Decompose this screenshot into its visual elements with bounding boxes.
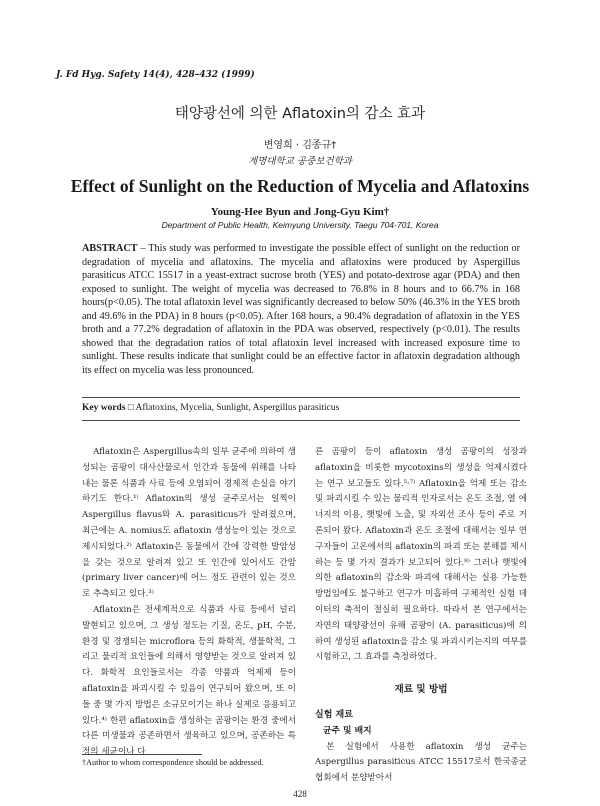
body-paragraph: 른 곰팡이 등이 aflatoxin 생성 곰팡이의 성장과 aflatoxin을 비롯한 mycotoxins의 생성을 억제시켰다는 연구 보고들도 있다.⁵·⁷⁾ Aflatoxin을 억제 또는 감소 및 파괴시킬 수 있는 물리적 인자로서는 온도 조절, 열 에너지의 이용, 햇빛에 노출, 및 자외선 조사 등이 주로 거론되어 왔다. Aflatoxin과 온도 조절에 대해서는 일부 연구자들이 고온에서의 aflatoxin의 파괴 또는 분해를 제시하는 등 몇 가지 결과가 보고되어 있다.⁸⁾ 그러나 햇빛에 의한 aflatoxin의 감소와 파괴에 대해서는 실용 가능한 방법임에도 불구하고 연구가 미흡하여 구체적인 실험 데이터의 축적이 절실히 필요하다. 따라서 본 연구에서는 자연의 태양광선이 유해 곰팡이 (A. parasiticus)에 의하여 생성된 aflatoxin을 감소 및 파괴시키는지의 여부를 시험하고, 그 효과를 측정하였다. (315, 447, 527, 663)
body-paragraph: Aflatoxin은 Aspergillus속의 일부 균주에 의하여 생성되는 곰팡이 대사산물로서 인간과 동물에 위해를 나타내는 물론 식품과 사료 등에 오염되어 경제적 손실을 야기하기도 한다.¹⁾ Aflatoxin의 생성 균주로서는 일찍이 Aspergillus flavus와 A. parasiticus가 알려졌으며, 최근에는 A. nomius도 aflatoxin 생성능이 있는 것으로 제시되었다.²⁾ Aflatoxin은 동물에서 간에 강력한 발암성을 갖는 것으로 알려져 있고 또 인간에 있어서도 간암 (primary liver cancer)에 어느 정도 관련이 있는 것으로 추측되고 있다.³⁾ (82, 447, 296, 600)
keywords-label: Key words (82, 403, 126, 413)
body-paragraph: 본 실험에서 사용한 aflatoxin 생성 균주는 Aspergillus parasiticus ATCC 15517로서 한국종균협회에서 분양받아서 (315, 741, 527, 784)
keywords (82, 403, 520, 413)
keywords-text: □ Aflatoxins, Mycelia, Sunlight, Aspergillus parasiticus (127, 403, 340, 413)
english-title: Effect of Sunlight on the Reduction of Mycelia and Aflatoxins (70, 176, 530, 196)
section-heading-methods: 재료 및 방법 (394, 684, 448, 696)
abstract (82, 242, 520, 377)
english-affiliation: Department of Public Health, Keimyung University, Taegu 704-701, Korea (161, 220, 439, 230)
subsubsection-heading-strain: 균주 및 배지 (323, 725, 372, 736)
body-right-column (315, 445, 527, 787)
keywords-bottom-rule (82, 420, 520, 421)
journal-citation: J. Fd Hyg. Safety 14(4), 428–432 (1999) (56, 70, 255, 80)
korean-authors: 변영희 · 김종규† (263, 140, 337, 151)
page-number: 428 (293, 789, 307, 799)
abstract-label: ABSTRACT (82, 243, 138, 254)
keywords-top-rule (82, 397, 520, 398)
footnote-rule (82, 754, 202, 755)
subsection-heading-materials: 실험 재료 (315, 709, 353, 720)
korean-affiliation: 계명대학교 공중보건학과 (248, 156, 352, 167)
body-left-column (82, 445, 296, 761)
footnote: †Author to whom correspondence should be addressed. (82, 758, 264, 767)
korean-title: 태양광선에 의한 Aflatoxin의 감소 효과 (174, 106, 426, 122)
body-paragraph: Aflatoxin은 전세계적으로 식품과 사료 등에서 널리 발현되고 있으며, 그 생성 정도는 기질, 온도, pH, 수분, 환경 및 경쟁되는 microflora 등의 화학적, 생물학적, 그리고 물리적 요인들에 의해서 영향받는 것으로 알려져 있다. 화학적 요인들로서는 각종 약품과 억제제 등이 aflatoxin을 파괴시킬 수 있음이 연구되어 왔으며, 또 이들 중 몇 가지 방법은 소규모이기는 하나 실제로 응용되고 있다.⁴⁾ 한편 aflatoxin을 생성하는 곰팡이는 환경 중에서 다른 미생물과 공존하면서 생육하고 있으며, 공존하는 특정의 세균이나 다 (82, 604, 296, 758)
english-authors: Young-Hee Byun and Jong-Gyu Kim† (210, 206, 390, 218)
abstract-text: – This study was performed to investigate the possible effect of sunlight on the reduction or degradation of mycelia and aflatoxins. The mycelia and aflatoxins were produced by Aspergillus parasiticus ATCC 15517 in a yeast-extract sucrose broth (YES) and potato-dextrose agar (PDA) and then exposed to sunlight. The weight of mycelia was decreased to 76.8% in 8 hours and to 66.7% in 168 hours(p<0.05). The total aflatoxin level was significantly decreased to below 50% (46.3% in the YES broth and 49.6% in the PDA) in 8 hours (p<0.05). After 168 hours, a 90.4% degradation of aflatoxin in the YES broth and a 77.2% degradation of aflatoxin in the PDA was observed, respectively (p<0.01). The results showed that the degradation ratios of total aflatoxin level increased with increased exposure time to sunlight. These results indicate that sunlight could be an effective factor in aflatoxin degradation although its effect on mycelia was less pronounced. (82, 243, 520, 376)
